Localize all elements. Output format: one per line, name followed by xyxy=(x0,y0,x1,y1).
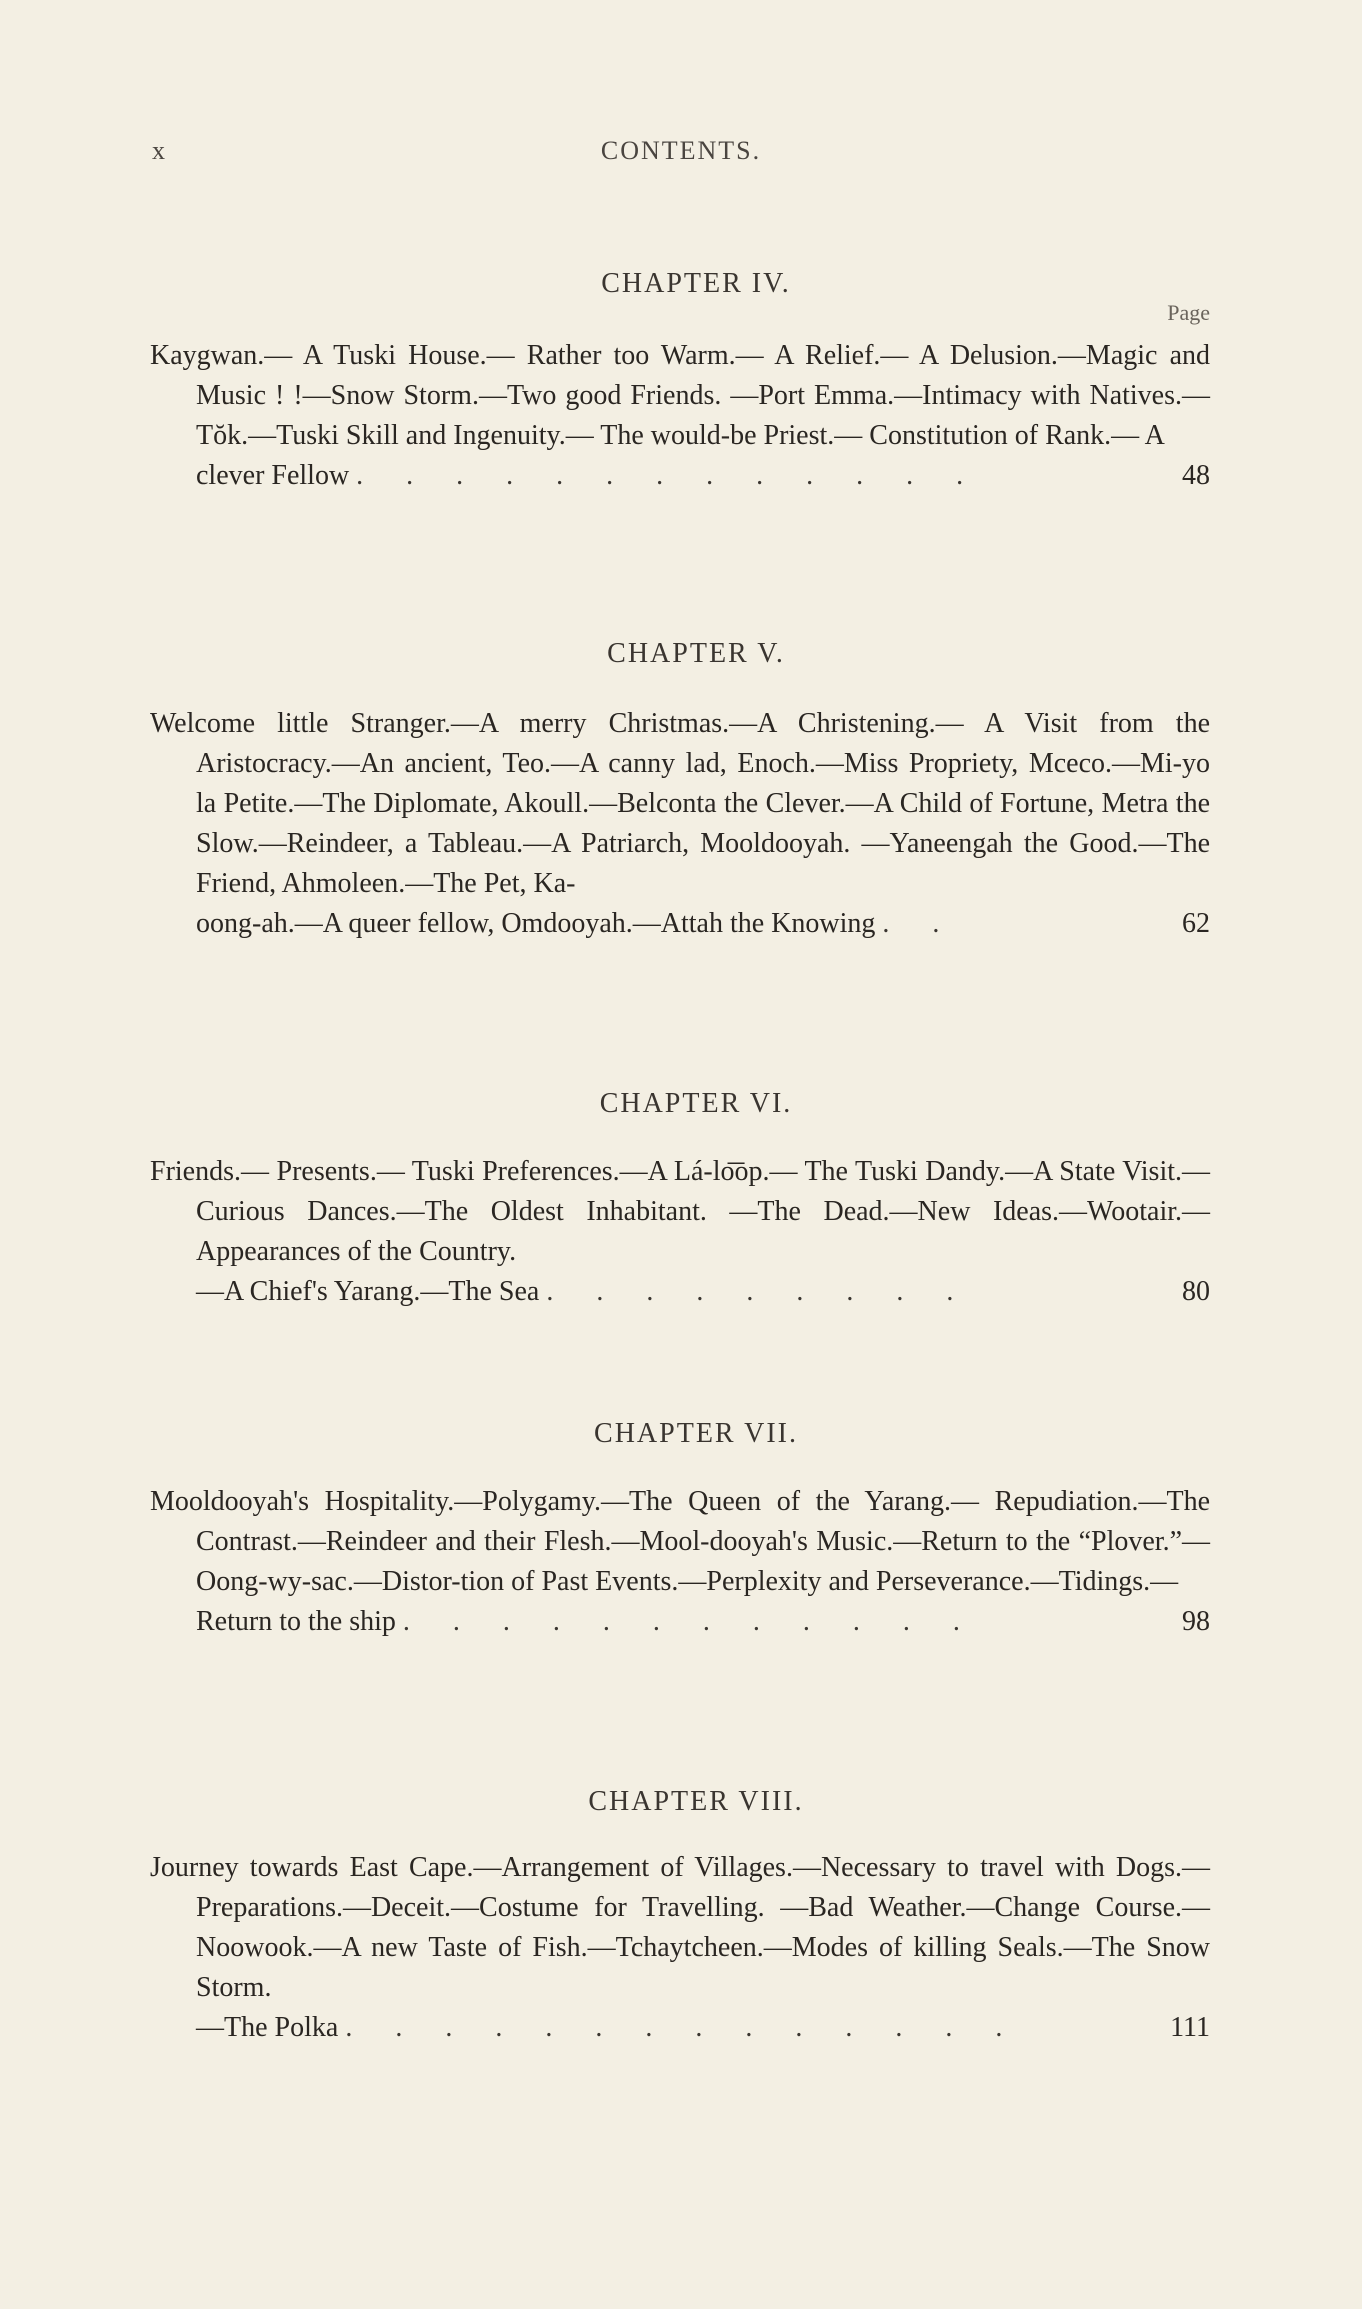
page-number: 111 xyxy=(1170,2012,1210,2043)
summary-text: Welcome little Stranger.—A merry Christmas.—A Christening.— A Visit from the Aristocracy.—An ancient, Teo.—A canny lad, Enoch.—Miss Propriety, Mceco.—Mi-yo la Petite.—The Diplomate, Akoull.—Belconta the Clever.—A Child of Fortune, Metra the Slow.—Reindeer, a Tableau.—A Patriarch, Mooldooyah. —Yaneengah the Good.—The Friend, Ahmoleen.—The Pet, Ka- xyxy=(150,708,1210,899)
dot-leader: . . . . . . . . . xyxy=(546,1276,972,1307)
summary-last-line xyxy=(196,2008,1210,2048)
page-number: 98 xyxy=(1182,1606,1210,1637)
summary-last-text: clever Fellow xyxy=(196,460,350,491)
chapter-summary xyxy=(150,1482,1210,1642)
summary-text: Journey towards East Cape.—Arrangement of Villages.—Necessary to travel with Dogs.—Preparations.—Deceit.—Costume for Travelling. —Bad Weather.—Change Course.—Noowook.—A new Taste of Fish.—Tchaytcheen.—Modes of killing Seals.—The Snow Storm. xyxy=(150,1852,1210,2003)
summary-text: Friends.— Presents.— Tuski Preferences.—A Lá-lo͞op.— The Tuski Dandy.—A State Visit.—Curious Dances.—The Oldest Inhabitant. —The Dead.—New Ideas.—Wootair.—Appearances of the Country. xyxy=(150,1156,1210,1267)
summary-last-line xyxy=(196,1272,1210,1312)
summary-last-line xyxy=(196,904,1210,944)
summary-text: Mooldooyah's Hospitality.—Polygamy.—The Queen of the Yarang.— Repudiation.—The Contrast.—Reindeer and their Flesh.—Mool-dooyah's Music.—Return to the “Plover.”—Oong-wy-sac.—Distor-tion of Past Events.—Perplexity and Perseverance.—Tidings.— xyxy=(150,1486,1210,1597)
dot-leader: . . . . . . . . . . . . . xyxy=(356,460,982,491)
chapter-title: CHAPTER VIII. xyxy=(588,1786,804,1817)
chapter-5 xyxy=(0,638,1362,670)
summary-last-text: —The Polka xyxy=(196,2012,339,2043)
chapter-summary xyxy=(150,1152,1210,1312)
summary-text: Kaygwan.— A Tuski House.— Rather too Warm.— A Relief.— A Delusion.—Magic and Music ! !—Snow Storm.—Two good Friends. —Port Emma.—Intimacy with Natives.—Tŏk.—Tuski Skill and Ingenuity.— The would-be Priest.— Constitution of Rank.— A xyxy=(150,340,1210,451)
page-number: 62 xyxy=(1182,908,1210,939)
dot-leader: . . . . . . . . . . . . . . xyxy=(345,2012,1021,2043)
dot-leader: . . xyxy=(882,908,958,939)
chapter-summary xyxy=(150,1848,1210,2048)
chapter-4 xyxy=(0,268,1362,300)
running-title: CONTENTS. xyxy=(600,136,762,165)
dot-leader: . . . . . . . . . . . . xyxy=(402,1606,978,1637)
summary-last-text: Return to the ship xyxy=(196,1606,396,1637)
page-number: 80 xyxy=(1182,1276,1210,1307)
summary-last-text: oong-ah.—A queer fellow, Omdooyah.—Attah the Knowing xyxy=(196,908,876,939)
page-number: 48 xyxy=(1182,460,1210,491)
summary-last-text: —A Chief's Yarang.—The Sea xyxy=(196,1276,540,1307)
chapter-title: CHAPTER IV. xyxy=(601,268,791,299)
chapter-title: CHAPTER VII. xyxy=(594,1418,798,1449)
chapter-6 xyxy=(0,1088,1362,1120)
chapter-summary xyxy=(150,336,1210,496)
summary-last-line xyxy=(196,1602,1210,1642)
chapter-title: CHAPTER V. xyxy=(607,638,785,669)
chapter-8 xyxy=(0,1786,1362,1818)
chapter-summary xyxy=(150,704,1210,944)
chapter-title: CHAPTER VI. xyxy=(599,1088,793,1119)
page-header xyxy=(0,136,1362,176)
chapter-7 xyxy=(0,1418,1362,1450)
page-column-label: Page xyxy=(1167,300,1210,325)
page-folio: x xyxy=(152,136,166,165)
summary-last-line xyxy=(196,456,1210,496)
